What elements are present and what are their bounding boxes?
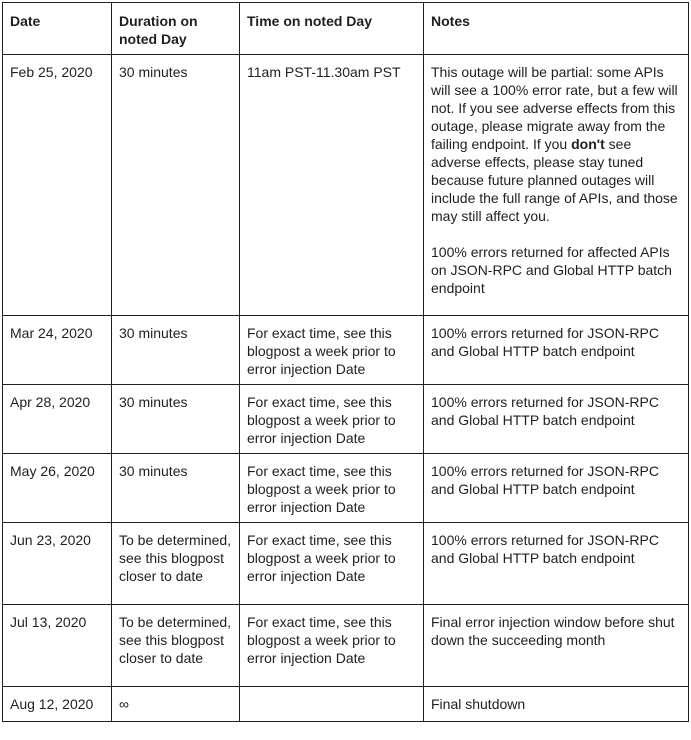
header-time: Time on noted Day [240, 3, 424, 55]
table-row [3, 605, 689, 687]
table-row [3, 385, 689, 454]
header-notes: Notes [424, 3, 689, 55]
cell-date: May 26, 2020 [3, 454, 112, 523]
paragraph-gap [431, 225, 682, 243]
cell-date: Jun 23, 2020 [3, 523, 112, 605]
table-row [3, 523, 689, 605]
header-duration: Duration on noted Day [112, 3, 240, 55]
table-header-row [3, 3, 689, 55]
notes-paragraph: 100% errors returned for affected APIs on JSON-RPC and Global HTTP batch endpoint [431, 244, 672, 296]
outage-schedule-table-container [2, 2, 688, 722]
cell-notes: Final error injection window before shut down the succeeding month [424, 605, 689, 687]
cell-duration: To be determined, see this blogpost closer to date [112, 523, 240, 605]
cell-notes: Final shutdown [424, 687, 689, 722]
table-row [3, 454, 689, 523]
cell-duration: 30 minutes [112, 316, 240, 385]
notes-paragraph [431, 63, 682, 225]
cell-date: Jul 13, 2020 [3, 605, 112, 687]
notes-text: see adverse effects, please stay tuned because future planned outages will include the full range of APIs, and those may still affect you. [431, 136, 678, 224]
cell-notes: 100% errors returned for JSON-RPC and Global HTTP batch endpoint [424, 454, 689, 523]
notes-emphasis: don't [571, 136, 605, 152]
cell-duration: 30 minutes [112, 385, 240, 454]
notes-text: This outage will be partial: some APIs will see a 100% error rate, but a few will not. If you see adverse effects from this outage, please migrate away from the failing endpoint. If you [431, 64, 678, 152]
table-row [3, 687, 689, 722]
cell-time: For exact time, see this blogpost a week prior to error injection Date [240, 385, 424, 454]
header-date: Date [3, 3, 112, 55]
cell-duration: 30 minutes [112, 55, 240, 316]
cell-date: Mar 24, 2020 [3, 316, 112, 385]
cell-time [240, 687, 424, 722]
cell-duration: 30 minutes [112, 454, 240, 523]
cell-date: Aug 12, 2020 [3, 687, 112, 722]
cell-date: Apr 28, 2020 [3, 385, 112, 454]
outage-schedule-table [2, 2, 689, 722]
cell-duration: To be determined, see this blogpost closer to date [112, 605, 240, 687]
cell-time: For exact time, see this blogpost a week prior to error injection Date [240, 454, 424, 523]
table-row [3, 316, 689, 385]
cell-time: For exact time, see this blogpost a week prior to error injection Date [240, 523, 424, 605]
cell-time: For exact time, see this blogpost a week prior to error injection Date [240, 605, 424, 687]
cell-time: For exact time, see this blogpost a week prior to error injection Date [240, 316, 424, 385]
cell-notes: 100% errors returned for JSON-RPC and Global HTTP batch endpoint [424, 523, 689, 605]
table-row [3, 55, 689, 316]
cell-duration: ∞ [112, 687, 240, 722]
cell-date: Feb 25, 2020 [3, 55, 112, 316]
cell-time: 11am PST-11.30am PST [240, 55, 424, 316]
cell-notes [424, 55, 689, 316]
cell-notes: 100% errors returned for JSON-RPC and Global HTTP batch endpoint [424, 316, 689, 385]
cell-notes: 100% errors returned for JSON-RPC and Global HTTP batch endpoint [424, 385, 689, 454]
